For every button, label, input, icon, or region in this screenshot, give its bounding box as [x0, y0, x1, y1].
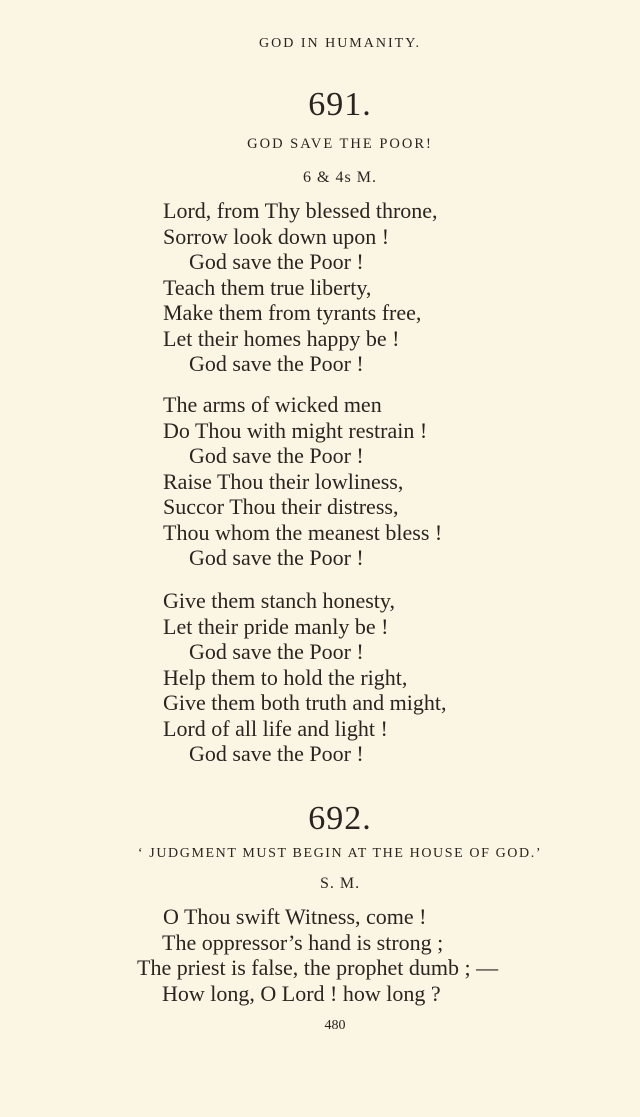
hymn-692-meter: S. M. — [319, 875, 361, 892]
hymn-691-stanza-1 — [163, 198, 603, 377]
verse-line: God save the Poor ! — [189, 443, 364, 468]
page-number: 480 — [324, 1018, 346, 1033]
verse-line: Sorrow look down upon ! — [163, 223, 390, 249]
verse-line: Give them stanch honesty, — [163, 588, 395, 613]
verse-line: Lord of all life and light ! — [163, 715, 388, 741]
verse-line: God save the Poor ! — [189, 639, 364, 664]
verse-line: Do Thou with might restrain ! — [163, 417, 428, 443]
hymn-692-stanza-1 — [0, 904, 640, 1006]
hymn-691-stanza-2 — [163, 392, 603, 571]
verse-line: Let their pride manly be ! — [163, 613, 389, 639]
verse-line: Thou whom the meanest bless ! — [163, 519, 443, 545]
verse-line: God save the Poor ! — [189, 741, 364, 766]
verse-line: God save the Poor ! — [189, 351, 364, 376]
hymn-691-stanza-3 — [163, 588, 603, 767]
hymn-691-title: GOD SAVE THE POOR! — [247, 136, 433, 152]
verse-line: Help them to hold the right, — [163, 664, 408, 690]
verse-line: The arms of wicked men — [163, 392, 382, 417]
hymn-692-title: ‘ JUDGMENT MUST BEGIN AT THE HOUSE OF GOD.’ — [137, 846, 543, 861]
verse-line: God save the Poor ! — [189, 249, 364, 274]
verse-line: The oppressor’s hand is strong ; — [162, 929, 444, 955]
verse-line: God save the Poor ! — [189, 545, 364, 570]
verse-line: Let their homes happy be ! — [163, 325, 400, 351]
verse-line: Teach them true liberty, — [163, 274, 372, 300]
hymn-691-number: 691. — [308, 86, 372, 123]
verse-line: Give them both truth and might, — [163, 690, 447, 715]
running-head: GOD IN HUMANITY. — [258, 36, 421, 51]
hymn-691-meter: 6 & 4s M. — [303, 169, 377, 186]
verse-line: Make them from tyrants free, — [163, 300, 422, 325]
verse-line: Raise Thou their lowliness, — [163, 468, 404, 494]
verse-line: Succor Thou their distress, — [163, 494, 399, 519]
hymn-692-number: 692. — [308, 800, 372, 837]
verse-line: O Thou swift Witness, come ! — [163, 904, 427, 929]
verse-line: The priest is false, the prophet dumb ; — — [137, 955, 499, 980]
verse-line: How long, O Lord ! how long ? — [162, 980, 441, 1006]
verse-line: Lord, from Thy blessed throne, — [163, 198, 438, 223]
